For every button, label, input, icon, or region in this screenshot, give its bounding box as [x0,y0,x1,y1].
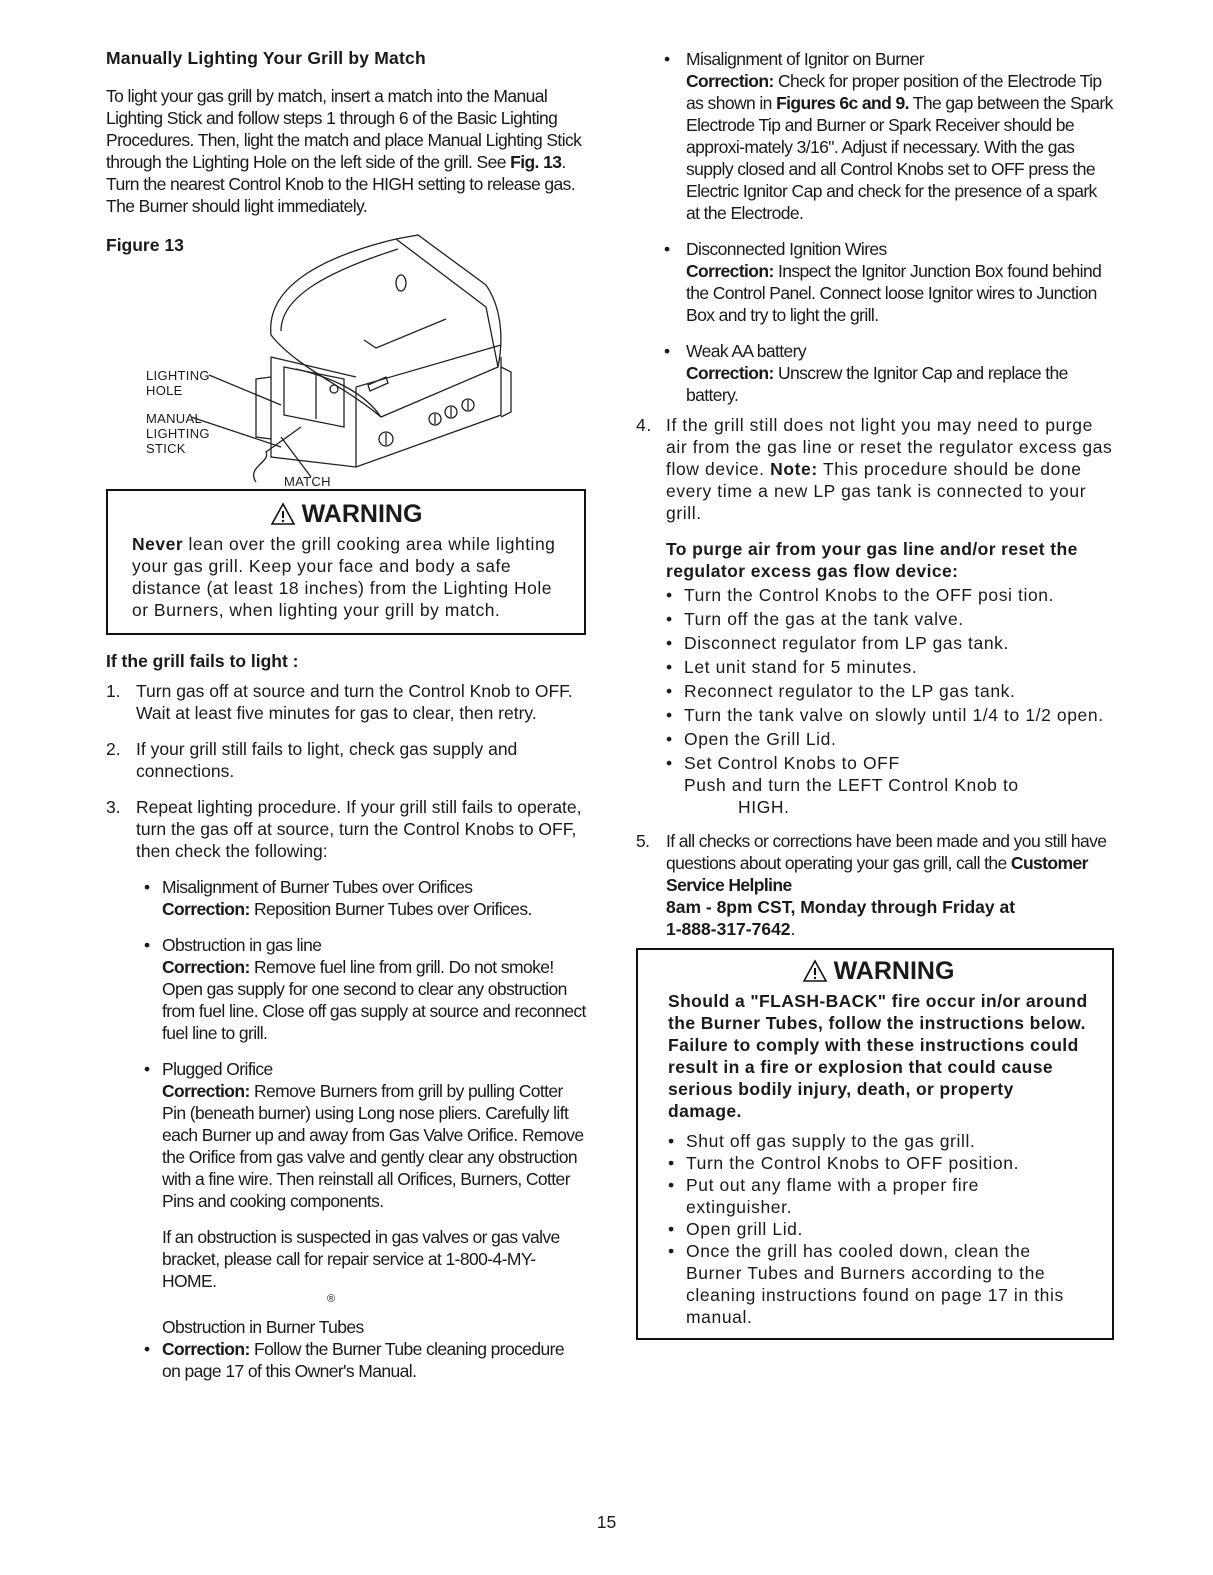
check-item: • Plugged Orifice Correction: Remove Burners from grill by pulling Cotter Pin (beneath burner) using Long nose pliers. Carefully lift each Burner up and away from Gas Valve Orifice. Remove the Orifice from gas valve and gently clear any obstruction with a fine wire. Then reinstall all Orifices, Burners, Cotter Pins and cooking components. [144,1059,584,1211]
step-1: 1. Turn gas off at source and turn the Control Knob to OFF. Wait at least five minutes for gas to clear, then retry. [106,681,573,723]
push-instruction: Push and turn the LEFT Control Knob to [684,775,1019,795]
purge-steps [666,584,1114,818]
purge-step: • Turn off the gas at the tank valve. [666,609,964,629]
purge-step: • Let unit stand for 5 minutes. [666,657,918,677]
flashback-warning-text: Should a "FLASH-BACK" fire occur in/or around the Burner Tubes, follow the instructions below. Failure to comply with these instructions could result in a fire or explosion that could cause serious bodily injury, death, or property damage. [668,991,1088,1121]
check-item: • Disconnected Ignition Wires Correction: Inspect the Ignitor Junction Box found behind the Control Panel. Connect loose Ignitor wires to Junction Box and try to light the grill. [664,239,1102,325]
section-heading: Manually Lighting Your Grill by Match [106,48,426,68]
warning-box-flashback [636,948,1114,1340]
suspect-paragraph: If an obstruction is suspected in gas valves or gas valve bracket, please call for repair service at 1-800-4-MY-HOME. ® [136,1226,586,1306]
step-3: 3. Repeat lighting procedure. If your grill still fails to operate, turn the gas off at source, turn the Control Knobs to OFF, then check the following: [106,797,582,861]
warning-text: Never lean over the grill cooking area while lighting your gas grill. Keep your face and body a safe distance (at least 18 inches) from the Lighting Hole or Burners, when lighting your grill by match. [132,534,556,620]
check-item: • Obstruction in gas line Correction: Remove fuel line from grill. Do not smoke! Open gas supply for one second to clear any obstruction from fuel line. Close off gas supply at source and reconnect fuel line to grill. [144,935,586,1043]
check-item: • Misalignment of Ignitor on Burner Correction: Check for proper position of the Electrode Tip as shown in Figures 6c and 9. The gap between the Spark Electrode Tip and Burner or Spark Receiver should be approxi-mately 3/16". Adjust if necessary. With the gas supply closed and all Control Knobs set to OFF press the Electric Ignitor Cap and check for the presence of a spark at the Electrode. [664,49,1113,223]
intro-paragraph: To light your gas grill by match, insert a match into the Manual Lighting Stick and follow steps 1 through 6 of the Basic Lighting Procedures. Then, light the match and place Manual Lighting Stick through the Lighting Hole on the left side of the grill. See Fig. 13. Turn the nearest Control Knob to the HIGH setting to release gas. The Burner should light immediately. [106,86,582,216]
step-2: 2. If your grill still fails to light, check gas supply and connections. [106,739,518,781]
warning-box-match [106,489,586,635]
checks-list [106,876,586,1382]
helpline-phone: 1-888-317-7642 [666,919,791,939]
registered-mark: ® [327,1293,335,1305]
flashback-steps [668,1130,1088,1328]
check-item: Obstruction in Burner Tubes • Correction: Follow the Burner Tube cleaning procedure on page 17 of this Owner's Manual. [144,1317,565,1381]
step-4: 4. If the grill still does not light you may need to purge air from the gas line or reset the regulator excess gas flow device. Note: This procedure should be done every time a new LP gas tank is connected to your grill. [636,415,1113,523]
right-column [636,48,1114,1356]
push-high: HIGH. [738,797,790,817]
warning-triangle-icon [802,959,828,983]
purge-heading: To purge air from your gas line and/or reset the regulator excess gas flow device: [666,539,1078,581]
purge-step: • Disconnect regulator from LP gas tank. [666,633,1009,653]
ignitor-checks [636,48,1114,406]
fails-heading: If the grill fails to light : [106,651,299,671]
flashback-step: • Turn the Control Knobs to OFF position. [668,1153,1020,1173]
warning-triangle-icon [270,502,296,526]
check-item: • Misalignment of Burner Tubes over Orifices Correction: Reposition Burner Tubes over Orifices. [144,877,532,919]
purge-step: • Reconnect regulator to the LP gas tank. [666,681,1016,701]
lighting-hole-label: LIGHTING HOLE [146,368,210,398]
purge-section [636,538,1114,818]
flashback-step: • Put out any flame with a proper fire extinguisher. [668,1175,979,1217]
warning-title: WARNING [132,499,560,529]
check-item: • Weak AA battery Correction: Unscrew the Ignitor Cap and replace the battery. [664,341,1068,405]
flashback-step: • Once the grill has cooled down, clean the Burner Tubes and Burners according to the cleaning instructions found on page 17 in this manual. [668,1241,1064,1327]
match-label: MATCH [284,474,331,489]
flashback-step: • Open grill Lid. [668,1219,803,1239]
purge-step: • Open the Grill Lid. [666,729,837,749]
purge-step: • Set Control Knobs to OFF [666,753,900,773]
page-number: 15 [596,1512,617,1532]
left-column [106,48,586,1382]
warning-title: WARNING [668,956,1088,986]
figure-13 [106,227,586,489]
manual-lighting-stick-label: MANUAL LIGHTING STICK [146,411,210,456]
purge-step: • Turn the Control Knobs to the OFF posi tion. [666,585,1055,605]
step-5: 5. If all checks or corrections have been made and you still have questions about operating your gas grill, call the Customer Service Helpline 8am - 8pm CST, Monday through Friday at 1-888-317-7642. [636,831,1107,939]
flashback-step: • Shut off gas supply to the gas grill. [668,1131,976,1151]
purge-step: • Turn the tank valve on slowly until 1/4 to 1/2 open. [666,705,1104,725]
figure-label: Figure 13 [106,235,184,255]
